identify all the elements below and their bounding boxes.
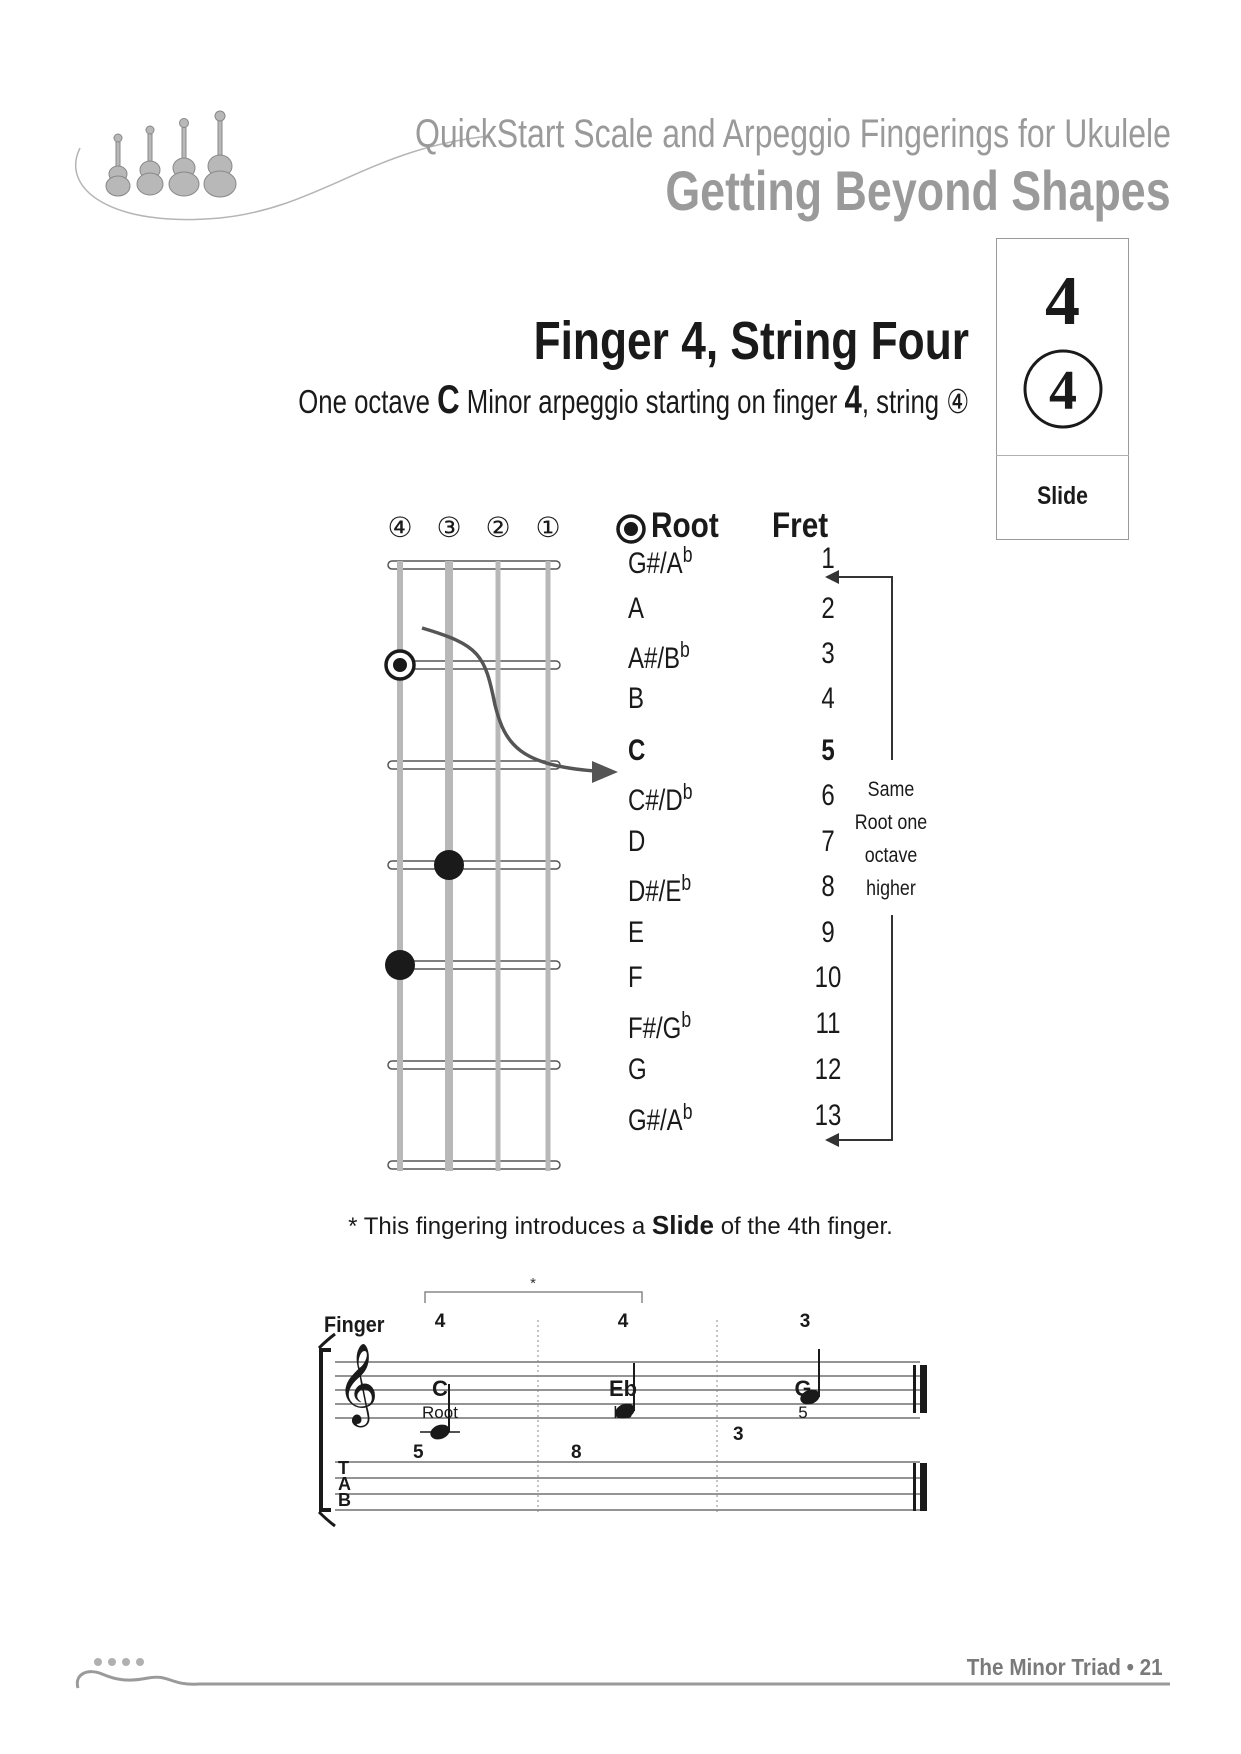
fret-number: 3	[821, 637, 835, 670]
fret-number: 12	[814, 1053, 842, 1086]
tab-clef-letter: A	[338, 1474, 351, 1494]
fret-number: 2	[821, 592, 835, 625]
tab-fret-number: 8	[571, 1442, 582, 1463]
note-row	[628, 637, 835, 677]
note-row	[628, 1053, 842, 1093]
note-name: G	[628, 1053, 647, 1086]
finger-number-label: 4	[617, 1311, 629, 1332]
slide-asterisk: *	[530, 1275, 536, 1292]
flat-sign: b	[680, 637, 690, 662]
book-title: QuickStart Scale and Arpeggio Fingerings for Ukulele	[415, 112, 1171, 156]
fret-number: 5	[821, 734, 835, 767]
note-name: D	[628, 825, 646, 858]
chord-degree: Root	[422, 1403, 458, 1422]
book-subtitle: Getting Beyond Shapes	[665, 159, 1171, 222]
fret-number: 4	[821, 682, 835, 715]
chord-name: C	[432, 1376, 448, 1401]
note-name: $A\#/B^b$	[628, 637, 690, 675]
note-row	[628, 870, 835, 910]
note-name: C	[628, 734, 646, 767]
fret-number: 7	[821, 825, 835, 858]
fret-line	[388, 561, 560, 569]
string-line	[496, 561, 501, 1171]
string-number-1: ①	[535, 511, 561, 544]
flat-sign: b	[681, 870, 692, 895]
page-title: Finger 4, String Four	[533, 311, 969, 371]
finger-row-label: Finger	[324, 1312, 385, 1337]
flat-sign: b	[682, 542, 693, 567]
note-row	[628, 779, 835, 819]
fret-number: 8	[821, 870, 835, 903]
note-name: F	[628, 961, 643, 994]
slide-note: * This fingering introduces a Slide of the 4th finger.	[348, 1210, 893, 1240]
fret-line	[388, 1061, 560, 1069]
fret-number: 6	[821, 779, 835, 812]
note-name: $G\#/A^b$	[628, 1099, 693, 1137]
fret-number: 9	[821, 916, 835, 949]
bracket-note: Same Root one octave higher	[854, 778, 928, 900]
fretboard-diagram	[370, 505, 650, 1175]
finger-number-label: 3	[799, 1311, 811, 1332]
fret-line	[388, 761, 560, 769]
note-name: E	[628, 916, 645, 949]
chord-name: Eb	[608, 1376, 638, 1401]
note-name: $C\#/D^b$	[628, 779, 693, 817]
tab-fret-number: 3	[733, 1424, 744, 1445]
chord-name: G	[794, 1376, 812, 1401]
chord-degree: b3	[613, 1403, 633, 1422]
technique-label: Slide	[1037, 482, 1088, 510]
string-number-3: ③	[436, 511, 462, 544]
note-name: B	[628, 682, 645, 715]
note-name: $G\#/A^b$	[628, 542, 693, 580]
tab-fret-number: 5	[413, 1442, 424, 1463]
string-number-2: ②	[485, 511, 511, 544]
note-row	[628, 825, 835, 865]
finger-number: 4	[1045, 263, 1080, 340]
note-name: A	[628, 592, 645, 625]
note-row	[628, 1007, 841, 1047]
finger-dot	[385, 950, 415, 980]
fret-number: 11	[815, 1007, 841, 1040]
note-row	[628, 682, 835, 722]
note-name: $D\#/E^b$	[628, 870, 692, 908]
fret-number: 10	[814, 961, 842, 994]
fret-header: Fret	[772, 506, 829, 545]
note-row	[628, 1099, 842, 1139]
fret-number: 13	[814, 1099, 842, 1132]
note-row	[628, 734, 835, 774]
footer-page-label: The Minor Triad • 21	[967, 1654, 1163, 1680]
root-dot-center	[393, 658, 407, 672]
string-number-4: ④	[387, 511, 413, 544]
note-row	[628, 961, 842, 1001]
tab-clef-letter: B	[338, 1490, 351, 1510]
tab-clef-letter: T	[338, 1458, 349, 1478]
fret-line	[388, 1161, 560, 1169]
page-description: One octave C Minor arpeggio starting on finger 4, string ④	[297, 378, 969, 422]
treble-clef-icon: 𝄞	[337, 1342, 379, 1424]
root-legend-icon	[615, 513, 647, 545]
side-box-divider	[996, 455, 1129, 456]
finger-number-label: 4	[434, 1311, 446, 1332]
flat-sign: b	[682, 779, 693, 804]
flat-sign: b	[682, 1099, 693, 1124]
finger-dot	[434, 850, 464, 880]
flat-sign: b	[681, 1007, 692, 1032]
note-row	[628, 542, 835, 582]
string-number-icon	[1020, 346, 1106, 432]
chord-degree: 5	[798, 1403, 808, 1422]
notation-staff	[315, 1270, 940, 1630]
fret-line	[388, 861, 560, 869]
fret-number: 1	[821, 542, 835, 575]
root-header: Root	[651, 506, 719, 545]
note-row	[628, 916, 835, 956]
svg-text:4: 4	[1049, 360, 1077, 422]
note-name: $F\#/G^b$	[628, 1007, 692, 1045]
string-line	[546, 561, 551, 1171]
note-row	[628, 592, 835, 632]
